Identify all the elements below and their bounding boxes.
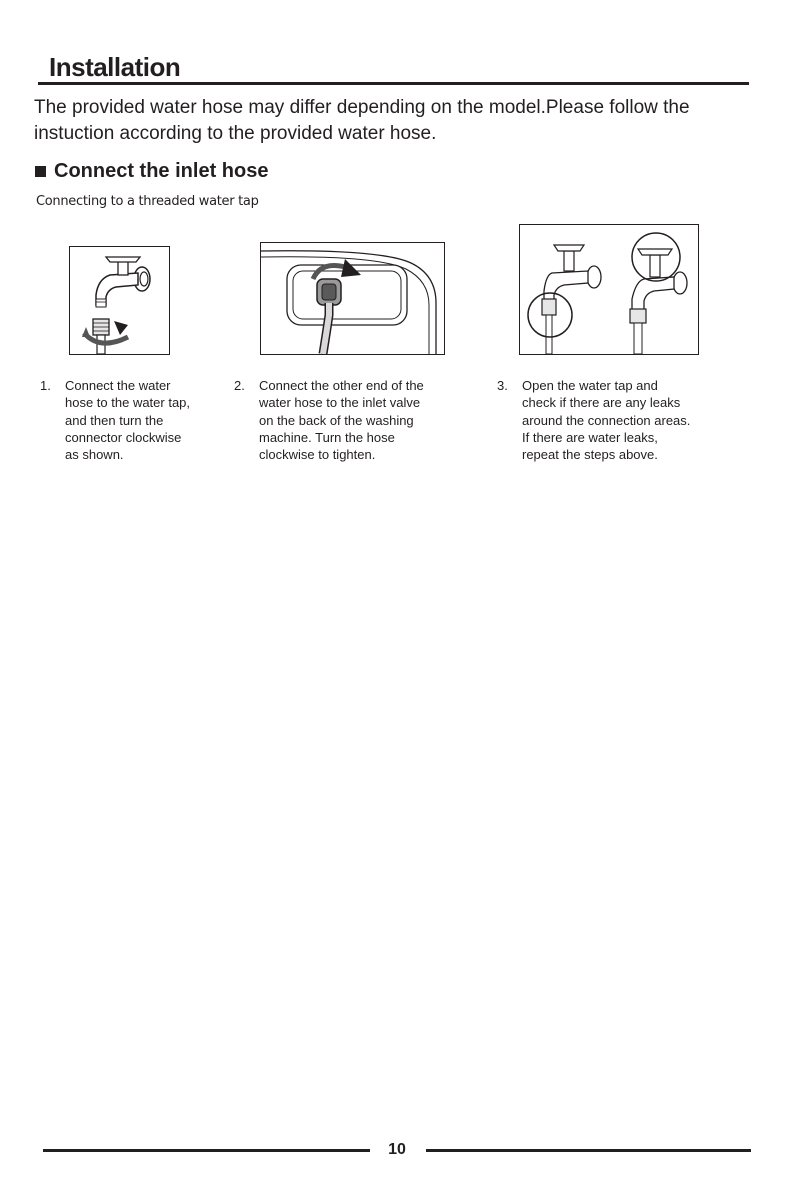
section-heading-text: Connect the inlet hose bbox=[54, 160, 269, 182]
step-3 bbox=[497, 377, 727, 463]
footer-rule-left bbox=[43, 1149, 370, 1152]
step-3-text: Open the water tap and check if there are any leaks around the connection areas. If there are water leaks, repeat the steps above. bbox=[522, 378, 691, 463]
figure-step-1 bbox=[69, 246, 170, 355]
step-2-text: Connect the other end of the water hose to the inlet valve on the back of the washing machine. Turn the hose clockwise to tighten. bbox=[259, 378, 424, 463]
footer-rule-right bbox=[426, 1149, 751, 1152]
step-2-number: 2. bbox=[234, 378, 245, 393]
subheading: Connecting to a threaded water tap bbox=[36, 194, 259, 209]
step-1 bbox=[40, 377, 215, 463]
step-1-number: 1. bbox=[40, 378, 51, 393]
title-underline bbox=[38, 82, 749, 85]
square-bullet-icon bbox=[35, 166, 46, 177]
tap-connector-illustration bbox=[70, 247, 169, 354]
section-heading bbox=[35, 160, 268, 183]
intro-paragraph: The provided water hose may differ depending on the model.Please follow the instuction according to the provided water hose. bbox=[34, 97, 690, 144]
step-3-number: 3. bbox=[497, 378, 508, 393]
leak-check-illustration bbox=[520, 225, 698, 354]
step-1-text: Connect the water hose to the water tap, and then turn the connector clockwise as shown. bbox=[65, 378, 191, 463]
page-title: Installation bbox=[49, 52, 181, 82]
step-2 bbox=[234, 377, 464, 463]
figure-step-3 bbox=[519, 224, 699, 355]
inlet-valve-illustration bbox=[261, 243, 444, 354]
page-number: 10 bbox=[388, 1141, 406, 1158]
figure-step-2 bbox=[260, 242, 445, 355]
